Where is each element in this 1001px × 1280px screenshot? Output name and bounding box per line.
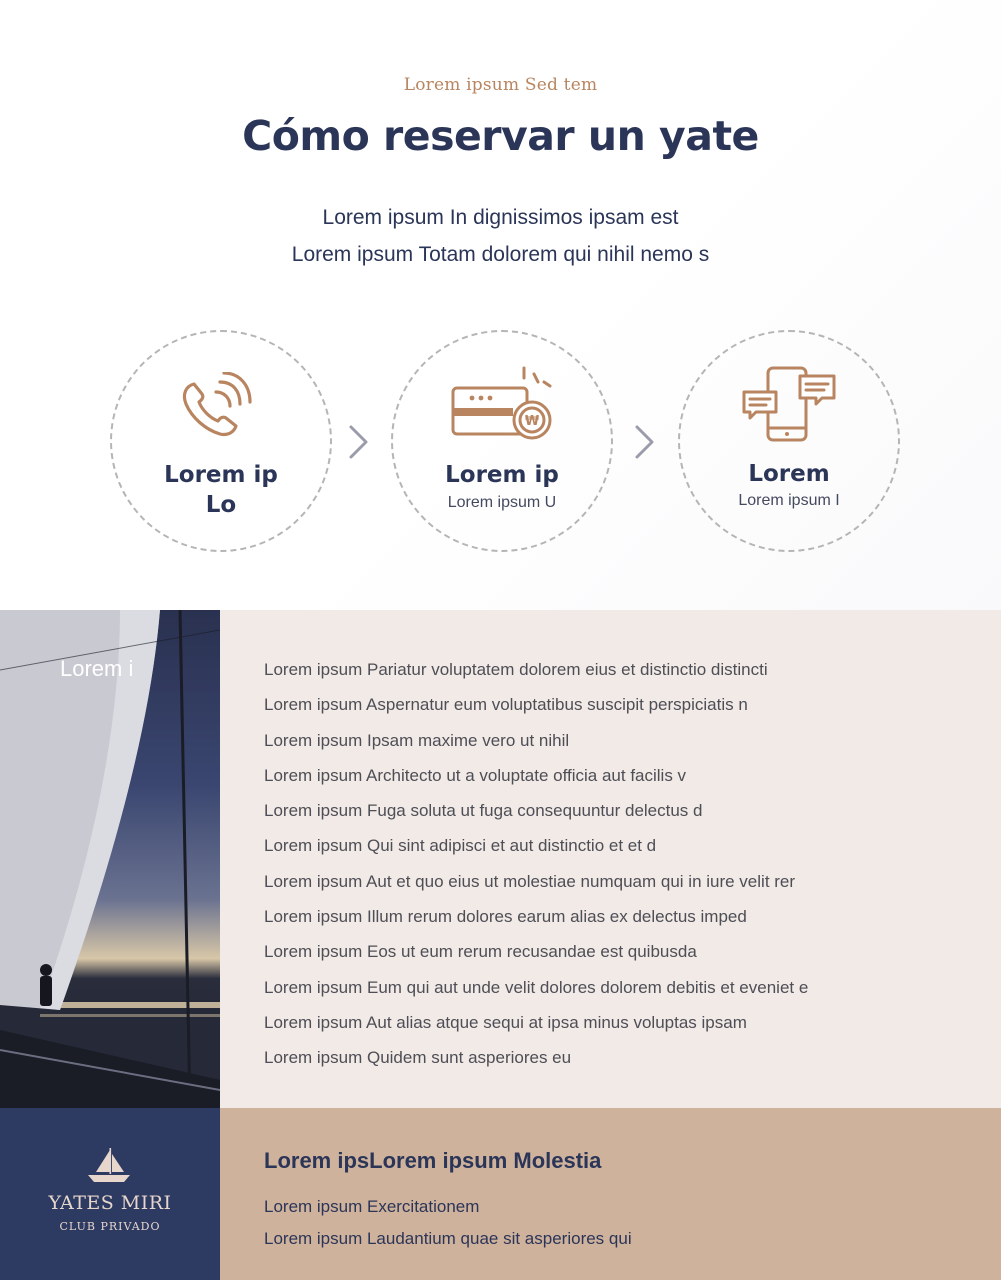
list-item: Lorem ipsum Aut et quo eius ut molestiae numquam qui in iure velit rer [264, 871, 796, 891]
step-subtitle: Lorem ipsum U [447, 494, 557, 511]
intro-text [0, 199, 1001, 273]
list-item: Lorem ipsum Architecto ut a voluptate officia aut facilis v [264, 765, 687, 785]
sailboat-scene [0, 610, 220, 1108]
brand-name: YATES MIRI [48, 1192, 172, 1214]
chevron-right-icon [346, 424, 370, 460]
step-title-line: Lo [205, 492, 237, 518]
list-item: Lorem ipsum Eum qui aut unde velit dolores dolorem debitis et eveniet e [264, 977, 809, 997]
photo-caption: Lorem i [60, 656, 134, 681]
info-line: Lorem ipsum Laudantium quae sit asperiores qui [264, 1229, 632, 1248]
mobile-chat-icon [742, 366, 836, 442]
sailboat-icon [86, 1148, 132, 1186]
list-item: Lorem ipsum Quidem sunt asperiores eu [264, 1048, 572, 1068]
sailing-photo [0, 610, 220, 1108]
list-item: Lorem ipsum Aspernatur eum voluptatibus suscipit perspiciatis n [264, 695, 748, 715]
step-subtitle: Lorem ipsum I [738, 492, 840, 509]
info-panel [220, 1108, 1001, 1280]
step-contact [678, 330, 900, 552]
brand-tagline: CLUB PRIVADO [59, 1220, 161, 1233]
payment-card-icon [450, 362, 554, 440]
list-item: Lorem ipsum Pariatur voluptatem dolorem eius et distinctio distincti [264, 660, 768, 679]
svg-text:₩: ₩ [524, 414, 540, 429]
features-list [264, 652, 808, 1076]
step-title [112, 460, 330, 520]
section-eyebrow: Lorem ipsum Sed tem [403, 75, 598, 95]
page-title: Cómo reservar un yate [242, 112, 759, 160]
list-item: Lorem ipsum Eos ut eum rerum recusandae est quibusda [264, 942, 697, 962]
list-item: Lorem ipsum Illum rerum dolores earum alias ex delectus imped [264, 907, 747, 927]
phone-call-icon [176, 372, 266, 438]
list-item: Lorem ipsum Aut alias atque sequi at ipsa minus voluptas ipsam [264, 1012, 747, 1032]
step-title: Lorem ip [445, 462, 559, 488]
info-line: Lorem ipsum Exercitationem [264, 1197, 480, 1216]
step-title-line: Lorem ip [164, 462, 278, 488]
info-title: Lorem ipsLorem ipsum Molestia [264, 1148, 602, 1173]
chevron-right-icon [632, 424, 656, 460]
step-title: Lorem [748, 461, 830, 487]
list-item: Lorem ipsum Fuga soluta ut fuga consequuntur delectus d [264, 801, 703, 821]
intro-line: Lorem ipsum Totam dolorem qui nihil nemo s [291, 243, 710, 266]
intro-line: Lorem ipsum In dignissimos ipsam est [322, 206, 679, 229]
step-call [110, 330, 332, 552]
list-item: Lorem ipsum Qui sint adipisci et aut distinctio et et d [264, 836, 657, 856]
step-payment [391, 330, 613, 552]
list-item: Lorem ipsum Ipsam maxime vero ut nihil [264, 730, 570, 750]
